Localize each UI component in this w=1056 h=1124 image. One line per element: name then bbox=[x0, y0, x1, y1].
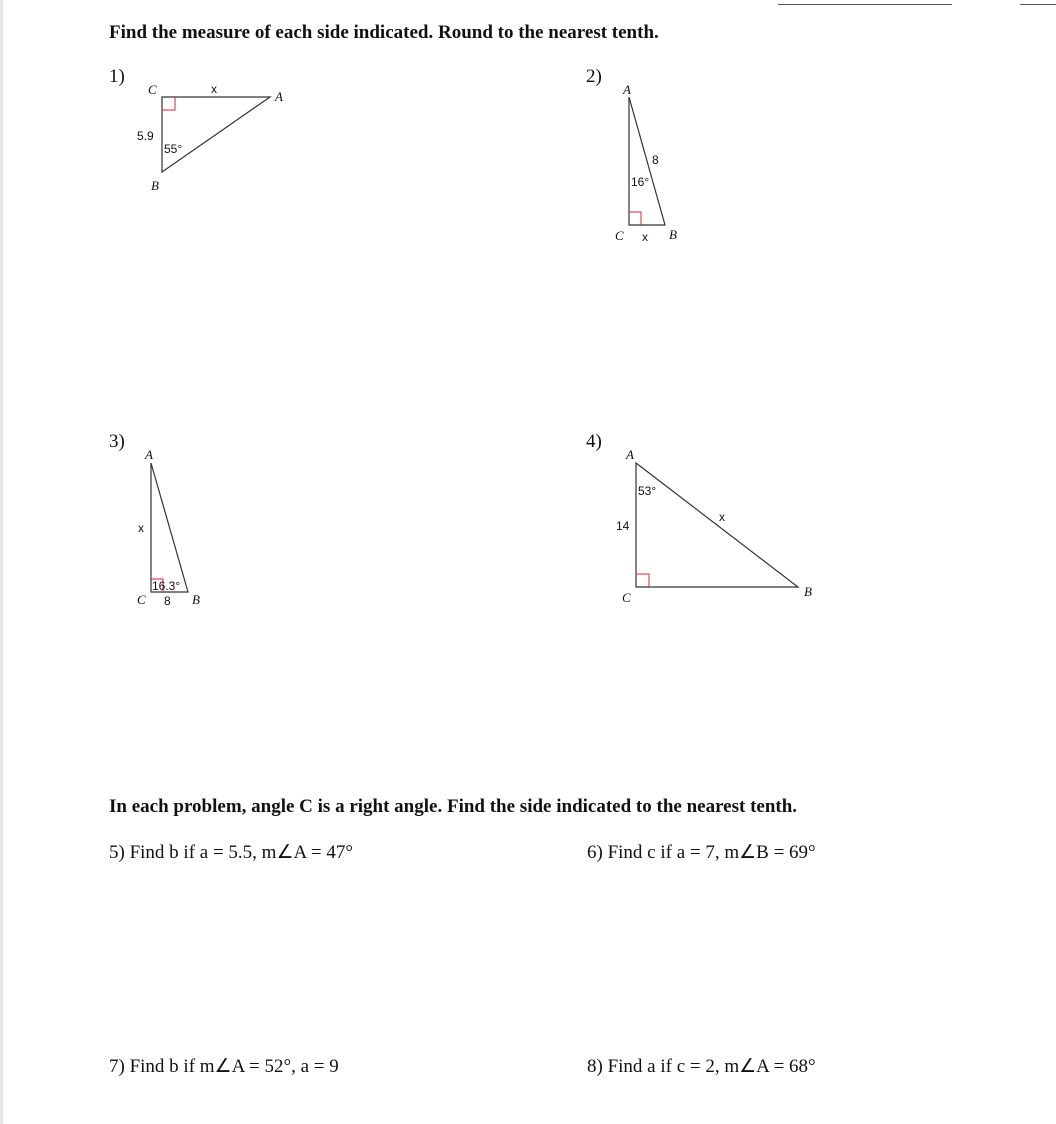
side-label-x: x bbox=[138, 521, 144, 535]
problem-text: Find c if a = 7, m∠B = 69° bbox=[607, 842, 816, 863]
vertex-b: B bbox=[192, 592, 200, 607]
problem-number: 7) bbox=[109, 1056, 125, 1077]
side-label: 14 bbox=[616, 519, 630, 533]
triangle-4 bbox=[636, 463, 798, 587]
side-label: 8 bbox=[652, 153, 659, 167]
vertex-b: B bbox=[151, 178, 159, 193]
problem-6 bbox=[587, 841, 816, 864]
right-angle-mark-4 bbox=[636, 574, 649, 587]
side-label: 5.9 bbox=[137, 129, 154, 143]
vertex-c: C bbox=[615, 228, 624, 243]
triangle-2 bbox=[629, 97, 665, 225]
problem-number-1: 1) bbox=[109, 66, 125, 87]
angle-label: 53° bbox=[638, 484, 657, 498]
vertex-c: C bbox=[622, 590, 631, 605]
problem-number-2: 2) bbox=[586, 66, 602, 87]
vertex-a: A bbox=[275, 89, 283, 104]
vertex-a: A bbox=[145, 447, 153, 462]
vertex-b: B bbox=[669, 227, 677, 242]
angle-label: 16° bbox=[631, 175, 650, 189]
problem-number-3: 3) bbox=[109, 431, 125, 452]
angle-label: 16.3° bbox=[152, 579, 181, 593]
triangle-3 bbox=[151, 463, 188, 592]
problem-text: Find a if c = 2, m∠A = 68° bbox=[607, 1056, 816, 1077]
angle-label: 55° bbox=[164, 142, 183, 156]
right-angle-mark-2 bbox=[629, 212, 641, 225]
problem-text: Find b if a = 5.5, m∠A = 47° bbox=[129, 842, 353, 863]
side-label-x: x bbox=[211, 82, 217, 96]
problem-number: 8) bbox=[587, 1056, 603, 1077]
section2-heading: In each problem, angle C is a right angle. Find the side indicated to the nearest tenth. bbox=[109, 796, 798, 817]
vertex-a: A bbox=[626, 447, 634, 462]
problem-number: 6) bbox=[587, 842, 603, 863]
problem-number-4: 4) bbox=[586, 431, 602, 452]
right-angle-mark-1 bbox=[162, 97, 175, 110]
vertex-c: C bbox=[148, 82, 157, 97]
side-label: 8 bbox=[164, 594, 171, 608]
problem-5 bbox=[109, 841, 353, 864]
vertex-a: A bbox=[623, 82, 631, 97]
problem-7 bbox=[109, 1055, 339, 1078]
side-label-x: x bbox=[642, 230, 648, 244]
vertex-c: C bbox=[137, 592, 146, 607]
problem-number: 5) bbox=[109, 842, 125, 863]
vertex-b: B bbox=[804, 584, 812, 599]
side-label-x: x bbox=[719, 510, 725, 524]
section1-heading: Find the measure of each side indicated. Round to the nearest tenth. bbox=[109, 22, 659, 43]
problem-8 bbox=[587, 1055, 816, 1078]
triangle-1 bbox=[162, 97, 270, 172]
problem-text: Find b if m∠A = 52°, a = 9 bbox=[129, 1056, 339, 1077]
